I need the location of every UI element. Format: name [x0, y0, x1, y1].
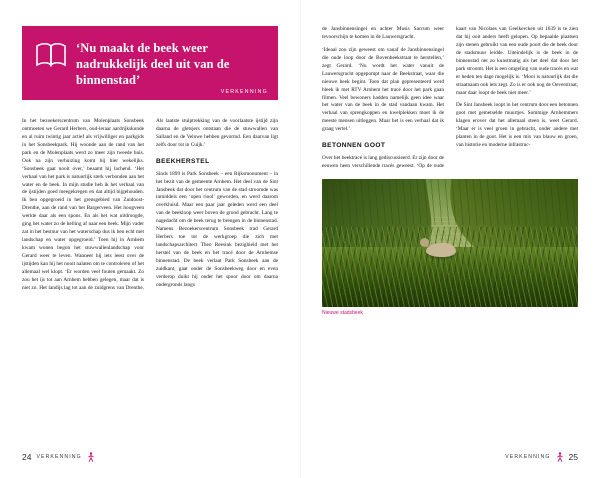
pullquote-tag: VERKENNING — [220, 89, 268, 95]
open-book-icon — [36, 42, 66, 68]
paragraph: ‘Ideaal zou zijn geweest om vanaf de Jansbinnensingel die oude loop door de Bovenbeekstraat te herstellen,’ zegt Gerard. ‘Nu wordt het water vanuit de Lauwersgracht opgepompt naar de Beekstraat, waar die nieuwe beek begint. Toen dat plan gepresenteerd werd bleek ik met RTV Arnhem het tracé door het park gaan filmen. Veel bewoners hadden namelijk geen idee waar het water van de beek in de stad vandaan kwam. Het verhaal van sprengkoppen en kwelplekken moet ik de meeste mensen uitleggen. Maar het is een verhaal dat ik graag vertel.’ — [322, 46, 444, 133]
footer-label: VERKENNING — [505, 454, 551, 460]
walking-person-icon — [556, 452, 564, 462]
right-page — [300, 0, 600, 478]
pullquote-box — [22, 26, 278, 100]
paragraph: Over het beektracé is lang gediscussieerd. Er zijn door de eeuwen heen verschillende tracés geweest. ‘Op de oude kaart van Nicolaes van Geelkercken uit 1639 is te zien dat hij ooit anders heeft gelopen. Op bepaalde plaatsen zijn stenen gebruikt van een oude poort die de beek door de stadsmuur leidde. Uiteindelijk is de beek in de binnenstad net zo kunstmatig als het deel dat door het park stroomt. Het is een omgeling van oude tracés en wat er heden ten dage mogelijk is. ‘Mooi is natuurlijk dat die straatnaam ook iets zegt. Zo is er ook nog de Oeverstraat, maar daar loopt de beek niet meer.’ — [322, 26, 578, 170]
left-page-footer — [22, 452, 95, 462]
paragraph: de Jansbinnensingel en achter Musis Sacrum weer tevoorschijn te komen in de Lauwersgracht. — [322, 26, 444, 40]
photo-foreground-reeds — [322, 227, 578, 307]
photo-caption: Nieuwe stadsbeek — [322, 309, 363, 316]
section-heading-betonnen-goot: BETONNEN GOOT — [322, 142, 386, 150]
right-body-columns — [322, 26, 578, 171]
right-page-footer — [505, 452, 578, 462]
duck — [426, 243, 456, 257]
photo-background-reeds — [322, 179, 578, 225]
paragraph: De Sint Jansbeek loopt in het centrum door een betonnen goot met gemetselde muurtjes. Sommige Arnhemmers klagen erover dat het allemaal steen is, weet Gerard. ‘Maar er is veel groen in gebracht, onder andere met planten in de goot. Het is een mix van blauw en groen, van historie en moderne infrastruc- — [456, 102, 578, 149]
left-body-columns — [22, 118, 278, 294]
section-heading-beekherstel: BEEKHERSTEL — [156, 157, 210, 165]
photo-figure — [322, 179, 578, 316]
paragraph: Sinds 1899 is Park Sonsbeek – een Rijksmonument – in het bezit van de gemeente Arnhem. Het deel van de Sint Jansbeek dat door het centrum van de stad stroomde was inmiddels een ‘open riool’ geworden, en werd daarom overkluisd. Maar een paar jaar geleden werd een deel van de beekloop weer boven de grond gebracht. Lang te nagedacht om de beek terug te brengen in de binnenstad. Namens Bezoekerscentrum Sonsbeek trad Gerard Herbers toe tot de werkgroep die zich met landschapsarchitect Theo Reesink bezighield met het herstel van de beek en het tracé door de Arnhemse binnenstad. De beek verlaat Park Sonsbeek aan de zuidkant, gaat onder de Sonsbeekweg door en even verderop duikt hij onder het spoor door om daarna ondergronds langs — [156, 170, 278, 288]
pullquote-text: ‘Nu maakt de beek weer nadrukkelijk deel uit van de binnenstad’ — [76, 41, 230, 87]
duck-in-stream-photo — [322, 179, 578, 307]
footer-label: VERKENNING — [36, 454, 82, 460]
page-number: 24 — [22, 452, 32, 462]
paragraph: In het bezoekerscentrum van Molenplaats Sonsbeek ontmoeten we Gerard Herbers, oud-leraar aardrijkskunde en al ruim twintig jaar actief als vrijwilliger en parkgids in het Sonsbeekpark. Hij woonde aan de rand van het park en de Molenplaats werd zo meer zijn tweede huis. Ook na zijn verhuizing komt hij hier wekelijks. ‘Sonsbeek gaat nooit over,’ beaamt hij lachend. ‘Het verhaal van het park is natuurlijk sterk verbonden aan het water en de beek. In mijn studie heb ik het verhaal van de ijstijden goed meegekregen en dat altijd bijgehouden. Ik ben opgegroeid in het grensgebied van Zuidoost-Drenthe, aan de rand van het Bargerveen. Het hoogveen werkte daar als een spons. En als het wat uitdroogde, ging het water zo de helling af naar een beek. Mijn vader zat in het bestuur van het waterschap dus ik ben echt met landschap en water opgegroeid.’ Toen hij in Arnhem kwam wonen begon het stuwwallenlandschap voor Gerard weer te leven. Wanneer hij iets leest over de ijstijden kan hij het nooit nalaten om te controleren of het allemaal wel klopt. ‘Er worden veel fouten gemaakt. Zo zou het ijs tot aan Arnhem hebben gelegen, maar dat is niet zo. Het landijs lag tot aan de zuidgrens van Drenthe. Als laatste stuiptrekking van de voorlaatste ijstijd zijn daarna de gletsjers ontstaan die de stuwwallen van Salland en de Veluwe hebben gevormd. Een daarvan ligt zelfs door tot in Cuijk.’ — [22, 118, 278, 291]
walking-person-icon — [87, 452, 95, 462]
page-number: 25 — [568, 452, 578, 462]
